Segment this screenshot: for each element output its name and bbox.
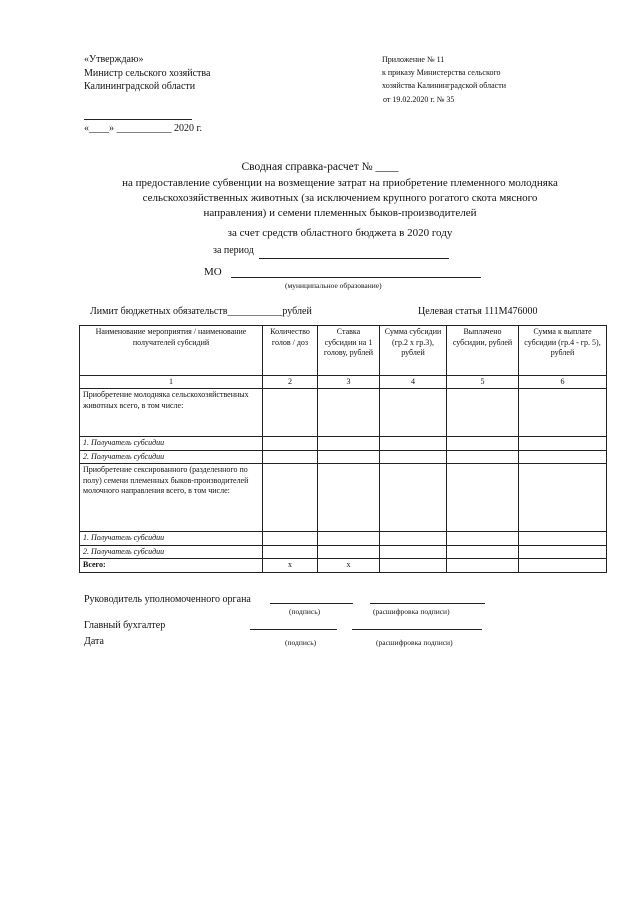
table-header: Наименование мероприятия / наименование получателей субсидий xyxy=(80,326,263,376)
total-label: Всего: xyxy=(80,559,263,573)
table-cell[interactable] xyxy=(380,559,447,573)
table-cell[interactable] xyxy=(263,389,318,437)
mo-caption: (муниципальное образование) xyxy=(285,281,382,290)
accountant-signature-line xyxy=(250,629,337,630)
row-name: Приобретение молодняка сельскохозяйственных животных всего, в том числе: xyxy=(80,389,263,437)
table-header: Количество голов / доз xyxy=(263,326,318,376)
signature-line xyxy=(84,119,192,120)
appendix-line-4: от 19.02.2020 г. № 35 xyxy=(383,95,455,104)
table-cell[interactable] xyxy=(519,559,607,573)
appendix-line-3: хозяйства Калининградской области xyxy=(382,81,507,90)
table-cell[interactable] xyxy=(318,545,380,559)
subsidy-table xyxy=(79,325,607,573)
table-cell[interactable] xyxy=(447,532,519,546)
table-cell[interactable] xyxy=(318,532,380,546)
table-cell[interactable] xyxy=(263,545,318,559)
column-number: 2 xyxy=(263,376,318,389)
table-number-row xyxy=(80,376,607,389)
approval-line-2: Министр сельского хозяйства xyxy=(84,68,211,79)
mo-label: МО xyxy=(204,266,222,278)
table-cell[interactable] xyxy=(519,389,607,437)
table-cell[interactable] xyxy=(318,389,380,437)
signature-caption: (подпись) xyxy=(289,607,321,616)
table-cell[interactable] xyxy=(318,464,380,532)
row-name: 2. Получатель субсидии xyxy=(80,450,263,464)
table-cell[interactable] xyxy=(519,437,607,451)
head-decoding-line xyxy=(370,603,485,604)
table-row xyxy=(80,545,607,559)
total-col3: х xyxy=(318,559,380,573)
column-number: 5 xyxy=(447,376,519,389)
document-subtitle-3: направления) и семени племенных быков-производителей xyxy=(203,207,477,219)
total-col2: х xyxy=(263,559,318,573)
approval-date-line: «____» ___________ 2020 г. xyxy=(84,123,202,134)
table-cell[interactable] xyxy=(380,389,447,437)
table-cell[interactable] xyxy=(318,437,380,451)
table-cell[interactable] xyxy=(447,545,519,559)
table-row xyxy=(80,532,607,546)
table-cell[interactable] xyxy=(519,532,607,546)
table-cell[interactable] xyxy=(380,450,447,464)
table-row xyxy=(80,450,607,464)
document-subtitle-1: на предоставление субвенции на возмещение затрат на приобретение племенного молодняка xyxy=(122,177,558,189)
table-cell[interactable] xyxy=(318,450,380,464)
table-header-row xyxy=(80,326,607,376)
table-cell[interactable] xyxy=(447,464,519,532)
document-subtitle-4: за счет средств областного бюджета в 2020 году xyxy=(227,227,453,239)
table-header: Выплачено субсидии, рублей xyxy=(447,326,519,376)
table-cell[interactable] xyxy=(380,464,447,532)
table-cell[interactable] xyxy=(519,464,607,532)
table-row xyxy=(80,437,607,451)
budget-limit: Лимит бюджетных обязательств___________рублей xyxy=(90,306,312,317)
table-header: Сумма к выплате субсидии (гр.4 - гр. 5), рублей xyxy=(519,326,607,376)
column-number: 4 xyxy=(380,376,447,389)
accountant-label: Главный бухгалтер xyxy=(84,620,166,631)
row-name: Приобретение сексированного (разделенного по полу) семени племенных быков-производителей молочного направления всего, в том числе: xyxy=(80,464,263,532)
table-cell[interactable] xyxy=(519,450,607,464)
column-number: 1 xyxy=(80,376,263,389)
document-title: Сводная справка-расчет № ____ xyxy=(241,161,399,173)
target-article: Целевая статья 111М476000 xyxy=(418,306,538,317)
column-number: 3 xyxy=(318,376,380,389)
table-total-row xyxy=(80,559,607,573)
approval-line-1: «Утверждаю» xyxy=(84,54,144,65)
date-label: Дата xyxy=(84,636,104,647)
table-cell[interactable] xyxy=(447,450,519,464)
mo-field xyxy=(231,277,481,278)
table-row xyxy=(80,389,607,437)
table-cell[interactable] xyxy=(447,437,519,451)
table-header: Сумма субсидии (гр.2 x гр.3), рублей xyxy=(380,326,447,376)
appendix-line-1: Приложение № 11 xyxy=(382,55,445,64)
table-cell[interactable] xyxy=(447,559,519,573)
row-name: 2. Получатель субсидии xyxy=(80,545,263,559)
column-number: 6 xyxy=(519,376,607,389)
decoding-caption: (расшифровка подписи) xyxy=(376,638,453,647)
table-cell[interactable] xyxy=(263,437,318,451)
row-name: 1. Получатель субсидии xyxy=(80,532,263,546)
table-cell[interactable] xyxy=(380,545,447,559)
table-header: Ставка субсидии на 1 голову, рублей xyxy=(318,326,380,376)
row-name: 1. Получатель субсидии xyxy=(80,437,263,451)
table-cell[interactable] xyxy=(380,437,447,451)
approval-line-3: Калининградской области xyxy=(84,81,196,92)
head-label: Руководитель уполномоченного органа xyxy=(84,594,251,605)
signature-caption: (подпись) xyxy=(285,638,317,647)
table-cell[interactable] xyxy=(447,389,519,437)
accountant-decoding-line xyxy=(352,629,482,630)
table-row xyxy=(80,464,607,532)
table-cell[interactable] xyxy=(380,532,447,546)
period-label: за период xyxy=(213,245,254,256)
table-cell[interactable] xyxy=(263,450,318,464)
table-cell[interactable] xyxy=(263,464,318,532)
table-cell[interactable] xyxy=(519,545,607,559)
document-subtitle-2: сельскохозяйственных животных (за исключением крупного рогатого скота мясного xyxy=(142,192,538,204)
head-signature-line xyxy=(270,603,353,604)
period-field xyxy=(259,258,449,259)
decoding-caption: (расшифровка подписи) xyxy=(373,607,450,616)
appendix-line-2: к приказу Министерства сельского xyxy=(382,68,501,77)
table-cell[interactable] xyxy=(263,532,318,546)
